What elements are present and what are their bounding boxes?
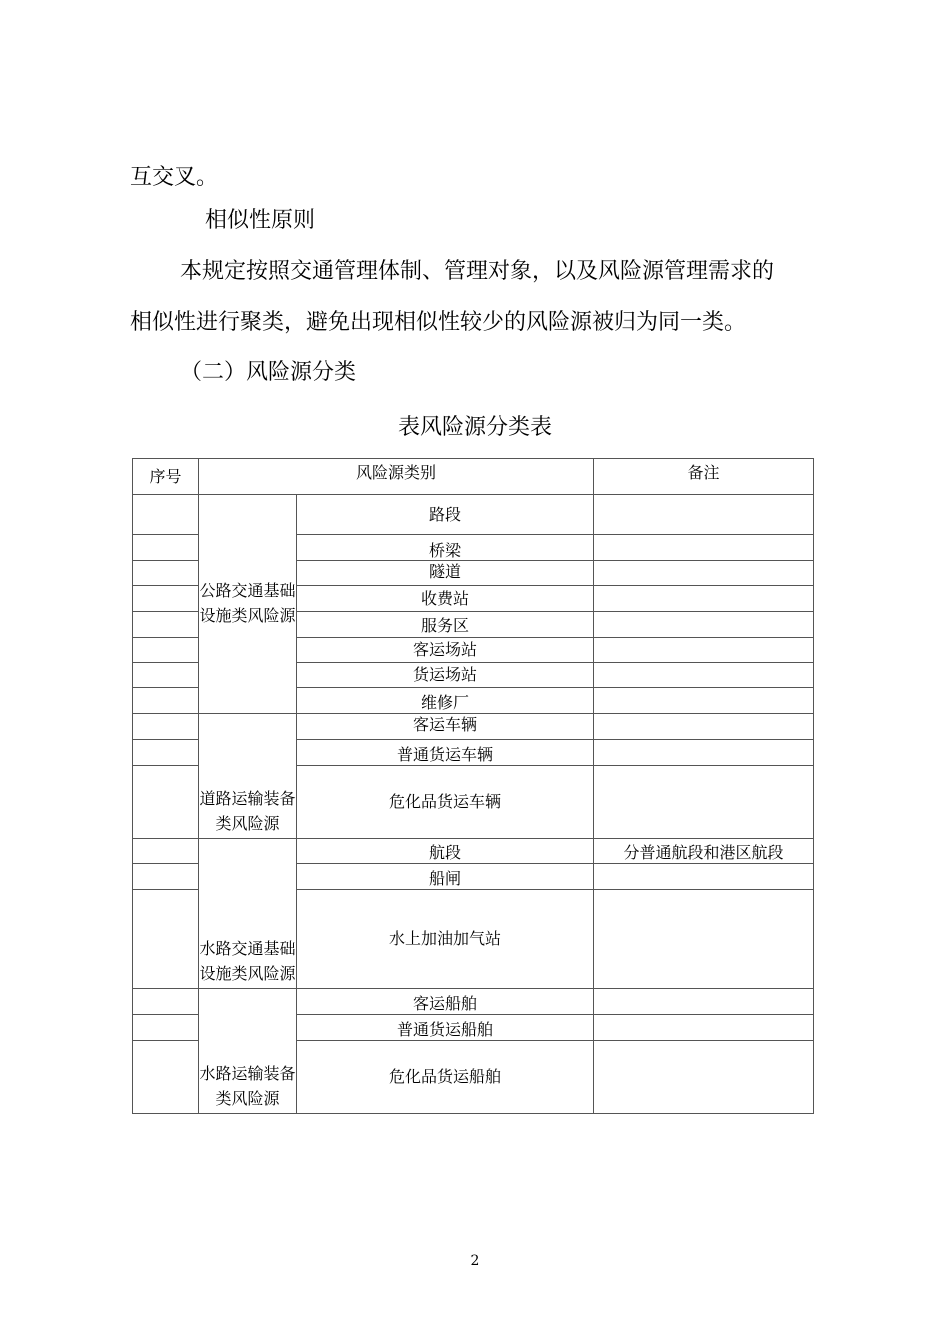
item-cell: 普通货运船舶 (297, 1015, 594, 1041)
category-road-transport-equipment: 道路运输装备类风险源 (199, 714, 297, 839)
remark-cell: 分普通航段和港区航段 (594, 839, 814, 864)
header-category: 风险源类别 (199, 459, 594, 495)
item-cell: 客运船舶 (297, 989, 594, 1015)
seq-cell (133, 740, 199, 766)
item-cell: 普通货运车辆 (297, 740, 594, 766)
item-cell: 隧道 (297, 561, 594, 586)
seq-cell (133, 561, 199, 586)
header-remark: 备注 (594, 459, 814, 495)
table-header-row (133, 459, 814, 495)
seq-cell (133, 1041, 199, 1114)
section-heading: （二）风险源分类 (180, 360, 357, 385)
category-highway-infrastructure: 公路交通基础设施类风险源 (199, 495, 297, 714)
item-cell: 航段 (297, 839, 594, 864)
remark-cell (594, 1041, 814, 1114)
item-cell: 水上加油加气站 (297, 890, 594, 989)
remark-cell (594, 766, 814, 839)
item-cell: 客运场站 (297, 638, 594, 663)
item-cell: 货运场站 (297, 663, 594, 688)
item-cell: 危化品货运船舶 (297, 1041, 594, 1114)
seq-cell (133, 1015, 199, 1041)
seq-cell (133, 535, 199, 561)
category-waterway-transport-equipment: 水路运输装备类风险源 (199, 989, 297, 1114)
body-text-line-1: 本规定按照交通管理体制、管理对象，以及风险源管理需求的 (180, 259, 775, 284)
seq-cell (133, 839, 199, 864)
remark-cell (594, 864, 814, 890)
seq-cell (133, 864, 199, 890)
table-row (133, 989, 814, 1015)
seq-cell (133, 989, 199, 1015)
page-number: 2 (470, 1253, 480, 1269)
seq-cell (133, 663, 199, 688)
seq-cell (133, 714, 199, 740)
remark-cell (594, 663, 814, 688)
remark-cell (594, 638, 814, 663)
remark-cell (594, 1015, 814, 1041)
seq-cell (133, 766, 199, 839)
remark-cell (594, 612, 814, 638)
remark-cell (594, 495, 814, 535)
remark-cell (594, 535, 814, 561)
risk-source-classification-table (132, 458, 814, 1114)
paragraph-continuation: 互交叉。 (130, 165, 219, 190)
item-cell: 服务区 (297, 612, 594, 638)
item-cell: 桥梁 (297, 535, 594, 561)
remark-cell (594, 688, 814, 714)
table-row (133, 839, 814, 864)
remark-cell (594, 561, 814, 586)
item-cell: 船闸 (297, 864, 594, 890)
seq-cell (133, 612, 199, 638)
item-cell: 收费站 (297, 586, 594, 612)
seq-cell (133, 638, 199, 663)
item-cell: 路段 (297, 495, 594, 535)
remark-cell (594, 890, 814, 989)
body-text-line-2: 相似性进行聚类，避免出现相似性较少的风险源被归为同一类。 (130, 310, 747, 335)
remark-cell (594, 740, 814, 766)
seq-cell (133, 586, 199, 612)
header-seq: 序号 (133, 459, 199, 495)
table-row (133, 495, 814, 535)
item-cell: 客运车辆 (297, 714, 594, 740)
subheading-similarity-principle: 相似性原则 (205, 208, 316, 233)
seq-cell (133, 890, 199, 989)
remark-cell (594, 989, 814, 1015)
remark-cell (594, 714, 814, 740)
item-cell: 危化品货运车辆 (297, 766, 594, 839)
seq-cell (133, 688, 199, 714)
item-cell: 维修厂 (297, 688, 594, 714)
seq-cell (133, 495, 199, 535)
table-row (133, 714, 814, 740)
remark-cell (594, 586, 814, 612)
table-title: 表风险源分类表 (397, 415, 552, 440)
category-waterway-infrastructure: 水路交通基础设施类风险源 (199, 839, 297, 989)
